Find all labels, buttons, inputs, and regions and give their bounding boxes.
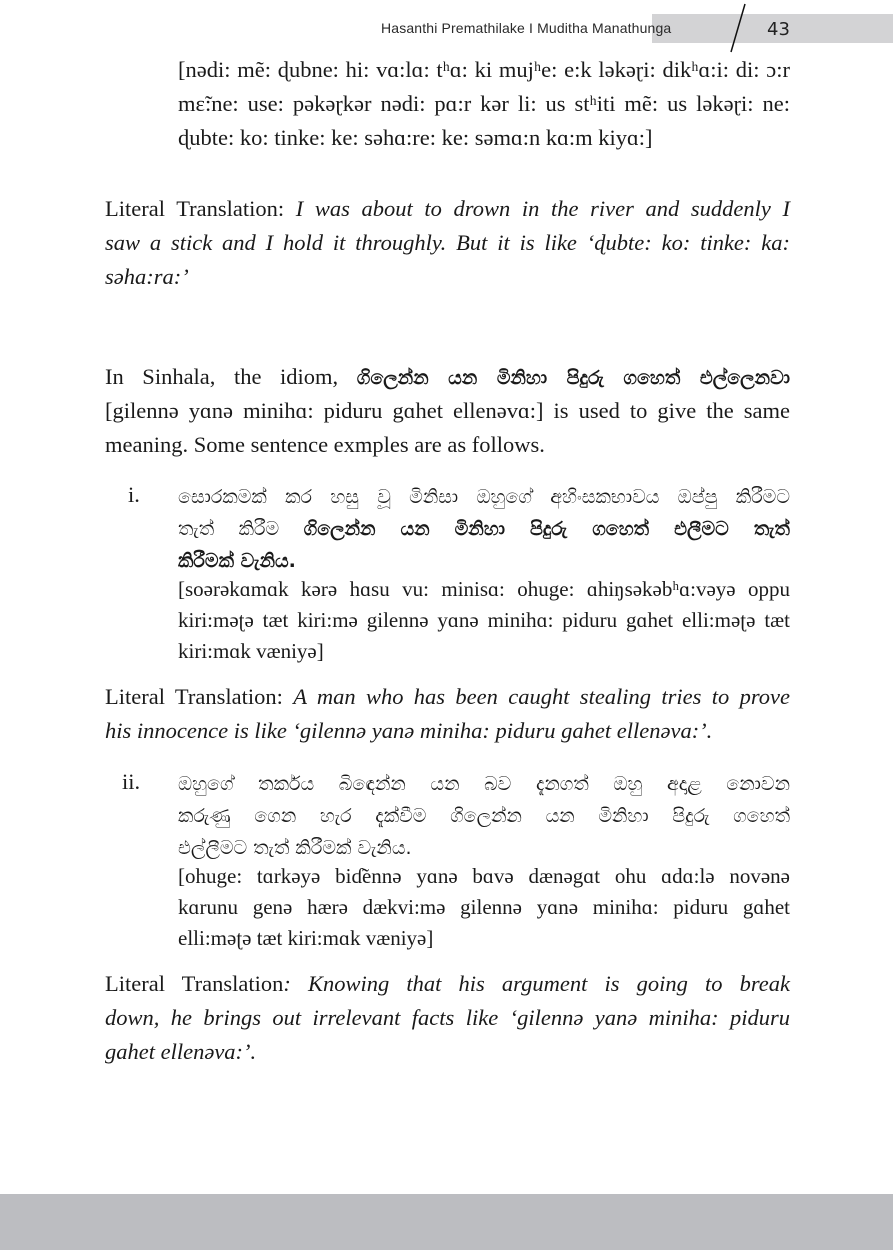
example-numeral: ii. — [122, 769, 141, 794]
translation-label: Literal Translation: — [105, 684, 283, 709]
header-slash-divider — [0, 0, 893, 60]
translation-line — [105, 192, 790, 226]
translation-label: Literal Translation: — [105, 196, 285, 221]
translation-line: down, he brings out irrelevant facts like ‘gilennə yanə miniha: piduru — [105, 1005, 790, 1030]
example-transcription-line: elli:məʈə tæt kiri:mɑk væniyə] — [178, 926, 434, 950]
example-transcription-line: [ohuge: tɑrkəyə biɗ̃ennə yɑnə bɑvə dænəgɑt ohu ɑdɑ:lə novənə — [178, 864, 790, 888]
translation-label: Literal Translation — [105, 971, 284, 996]
sinhala-text: ඔහුගේ තර්කය බිඳෙන්න යන බව දැනගත් ඔහු අදාළ නොවන — [178, 773, 790, 795]
sinhala-bold-text: කිරීමක් වැනිය. — [178, 550, 296, 572]
paragraph-line: meaning. Some sentence exmples are as follows. — [105, 432, 545, 457]
example-transcription-line: [soərəkɑmɑk kərə hɑsu vu: minisɑ: ohuge: ɑhiŋsəkəbʰɑ:vəyə oppu — [178, 577, 790, 601]
example-transcription-line: kiri:məʈə tæt kiri:mə gilennə yɑnə minihɑ: piduru gɑhet elli:məʈə tæt — [178, 608, 790, 632]
transcription-line: ɖubte: ko: tinke: ke: səhɑ:re: ke: səmɑ:n kɑ:m kiyɑ:] — [178, 125, 653, 150]
translation-colon: : — [283, 971, 291, 996]
translation-text: I was about to drown in the river and suddenly I — [295, 196, 790, 221]
transcription-line: [nədi: mẽ: ɖubne: hi: vɑ:lɑ: tʰɑ: ki mujʰe: e:k ləkəɽi: dikʰɑ:i: di: ɔ:r — [178, 57, 790, 82]
translation-line: gahet ellenəva:’. — [105, 1039, 257, 1064]
intro-lead: In Sinhala, the idiom, — [105, 364, 339, 389]
sinhala-text: කරුණු ගෙන හැර දැක්වීම ගිලෙන්න යන මිනිහා පිදුරු ගහෙත් — [178, 805, 790, 827]
example-numeral: i. — [128, 482, 140, 507]
running-head: Hasanthi Premathilake I Muditha Manathunga — [381, 20, 672, 36]
sinhala-text: එල්ලීමට තැත් කිරීමක් වැනිය. — [178, 837, 412, 859]
transcription-line: mɛ̃:ne: use: pəkəɽkər nədi: pɑ:r kər li: us stʰiti mẽ: us ləkəɽi: ne: — [178, 91, 790, 116]
example-transcription-line: kiri:mɑk væniyə] — [178, 639, 324, 663]
sinhala-example-line — [178, 767, 790, 801]
sinhala-example-line — [178, 512, 790, 546]
sinhala-idiom: ගිලෙන්න යන මිනිහා පිදුරු ගහෙත් එල්ලෙනවා — [356, 367, 791, 389]
paragraph-line — [105, 360, 790, 395]
translation-line: his innocence is like ‘gilennə yanə miniha: piduru gahet ellenəva:’. — [105, 718, 713, 743]
example-transcription-line: kɑrunu genə hærə dækvi:mə gilennə yɑnə minihɑ: piduru gɑhet — [178, 895, 790, 919]
translation-line — [105, 967, 790, 1001]
footer-band — [0, 1194, 893, 1250]
translation-text: Knowing that his argument is going to break — [290, 971, 790, 996]
translation-line: səha:ra:’ — [105, 264, 189, 289]
sinhala-text: තැත් කිරීම — [178, 518, 304, 540]
translation-text: A man who has been caught stealing tries to prove — [293, 684, 790, 709]
translation-line: saw a stick and I hold it throughly. But it is like ‘ɖubte: ko: tinke: ka: — [105, 230, 790, 255]
sinhala-bold-text: ගිලෙන්න යන මිනිහා පිදුරු ගහෙත් එලීමට තැත් — [303, 518, 790, 540]
sinhala-example-line — [178, 480, 790, 514]
sinhala-example-line — [178, 799, 790, 833]
paragraph-line: [gilennə yɑnə minihɑ: piduru gɑhet ellenəvɑ:] is used to give the same — [105, 398, 790, 423]
page-number: 43 — [767, 19, 790, 40]
sinhala-text: සොරකමක් කර හසු වූ මිනිසා ඔහුගේ අහිංසකභාවය ඔප්පු කිරීමට — [178, 486, 790, 508]
translation-line — [105, 680, 790, 714]
